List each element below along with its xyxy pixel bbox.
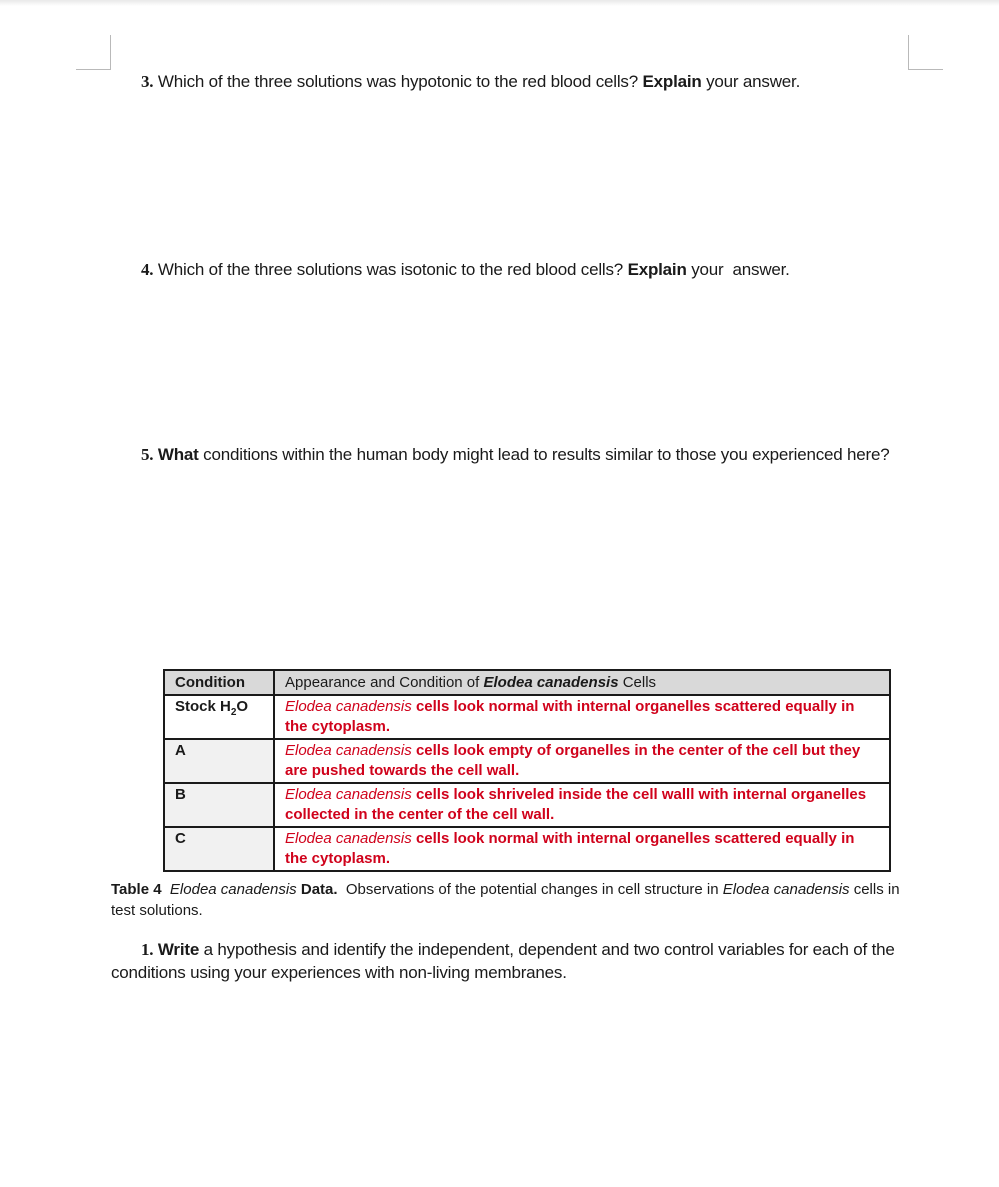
condition-stock-prefix: Stock H [175, 698, 231, 715]
observation-text: cells look shriveled inside the cell walll with internal organelles collected in the center of the cell wall. [285, 786, 867, 823]
observation-cell [274, 827, 890, 871]
header-appearance-prefix: Appearance and Condition of [285, 674, 480, 691]
question-3-bold: Explain [642, 72, 702, 91]
table-row [164, 827, 890, 871]
question-1 [111, 938, 901, 984]
observation-text: cells look normal with internal organelles scattered equally in the cytoplasm. [285, 698, 855, 735]
question-1-bold: Write [157, 940, 200, 959]
question-5-number: 5. [141, 445, 154, 464]
header-condition: Condition [164, 670, 274, 695]
question-1-number: 1. [141, 940, 154, 959]
caption-species: Elodea canadensis [169, 881, 297, 898]
header-appearance-suffix: Cells [622, 674, 657, 691]
page-top-shadow [0, 0, 999, 6]
observation-species: Elodea canadensis [285, 786, 412, 803]
table-row [164, 783, 890, 827]
observation-cell [274, 695, 890, 739]
table-row [164, 739, 890, 783]
observation-species: Elodea canadensis [285, 742, 412, 759]
header-appearance [274, 670, 890, 695]
observation-species: Elodea canadensis [285, 698, 412, 715]
question-3-number: 3. [141, 72, 154, 91]
condition-cell: C [164, 827, 274, 871]
observation-cell [274, 783, 890, 827]
question-4-number: 4. [141, 260, 154, 279]
question-4-text-after: your answer. [691, 260, 790, 279]
observation-text: cells look normal with internal organelles scattered equally in the cytoplasm. [285, 830, 855, 867]
observation-cell [274, 739, 890, 783]
caption-label: Table 4 [111, 881, 162, 898]
table-header-row [164, 670, 890, 695]
condition-cell: B [164, 783, 274, 827]
caption-text-after: cells in test solutions. [111, 881, 900, 919]
caption-species-2: Elodea canadensis [722, 881, 850, 898]
margin-corner-mark-right [908, 35, 943, 70]
question-5-bold: What [157, 445, 199, 464]
caption-data-word: Data. [300, 881, 338, 898]
observation-text: cells look empty of organelles in the center of the cell but they are pushed towards the cell wall. [285, 742, 861, 779]
elodea-data-table [163, 669, 891, 872]
observation-species: Elodea canadensis [285, 830, 412, 847]
question-4-bold: Explain [627, 260, 687, 279]
margin-corner-mark-left [76, 35, 111, 70]
condition-stock-subscript: 2 [230, 707, 237, 718]
question-1-text: a hypothesis and identify the independent, dependent and two control variables for each of the conditions using your experiences with non-living membranes. [111, 940, 895, 982]
table-row [164, 695, 890, 739]
question-5-text: conditions within the human body might lead to results similar to those you experienced here? [203, 445, 890, 464]
question-3 [141, 70, 800, 93]
caption-text: Observations of the potential changes in cell structure in [345, 881, 719, 898]
question-4-text: Which of the three solutions was isotonic to the red blood cells? [157, 260, 624, 279]
table-caption [111, 879, 911, 921]
condition-stock-suffix: O [236, 698, 249, 715]
question-3-text: Which of the three solutions was hypotonic to the red blood cells? [157, 72, 638, 91]
question-4 [141, 258, 790, 281]
condition-cell [164, 695, 274, 739]
header-appearance-species: Elodea canadensis [483, 674, 619, 691]
question-5 [111, 443, 911, 466]
condition-cell: A [164, 739, 274, 783]
question-3-text-after: your answer. [706, 72, 801, 91]
